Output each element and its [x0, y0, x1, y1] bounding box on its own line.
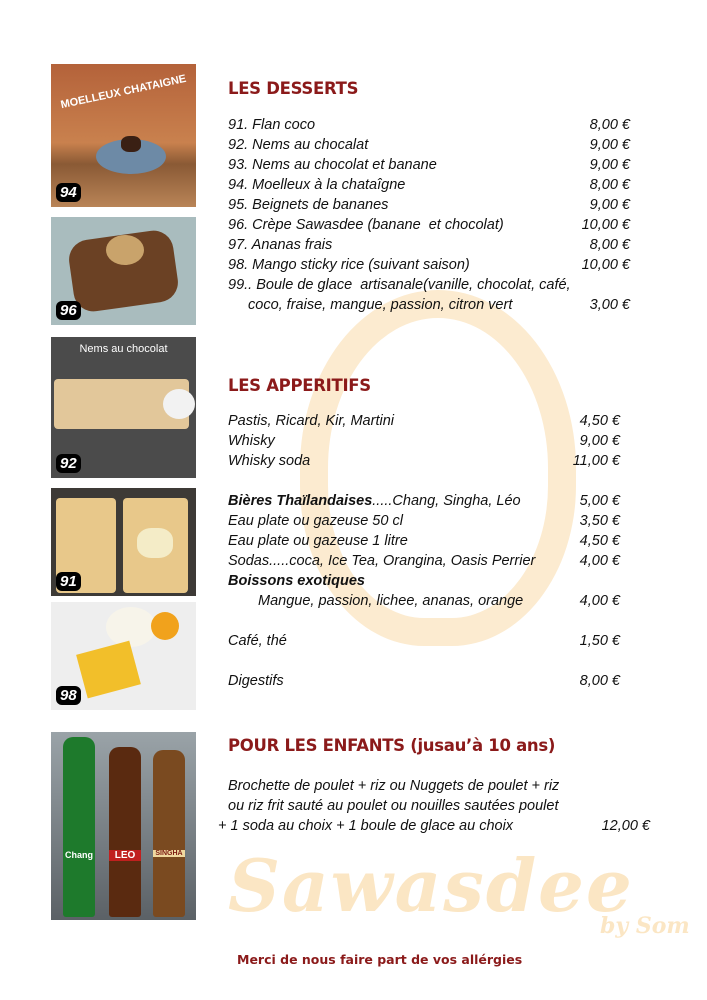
section-title-desserts: LES DESSERTS	[228, 79, 359, 98]
aperitif-item-price: 3,50 €	[579, 513, 620, 529]
dessert-item-price: 8,00 €	[589, 177, 630, 193]
aperitif-item	[228, 511, 403, 531]
dessert-item-price: 3,00 €	[589, 297, 630, 313]
enfants-price: 12,00 €	[601, 818, 650, 834]
photo-number-badge: 91	[56, 572, 81, 591]
dessert-item-name: 91. Flan coco	[228, 117, 316, 133]
dessert-item-price: 10,00 €	[581, 257, 630, 273]
watermark-logo-sub: by Som	[600, 913, 690, 939]
aperitif-item	[228, 431, 275, 451]
aperitif-item	[228, 411, 394, 431]
aperitif-item-price: 8,00 €	[579, 673, 620, 689]
aperitif-item	[258, 591, 523, 611]
photo-number-badge: 94	[56, 183, 81, 202]
dessert-item-price: 10,00 €	[581, 217, 630, 233]
aperitif-item	[228, 551, 535, 571]
aperitif-item-name: Digestifs	[228, 673, 284, 689]
allergy-notice: Merci de nous faire part de vos allérgies	[237, 952, 523, 967]
beer-label-chang: Chang	[65, 850, 93, 860]
aperitif-item	[228, 491, 521, 511]
photo-number-badge: 92	[56, 454, 81, 473]
aperitif-item-bold: Bières Thaïlandaises	[228, 493, 373, 509]
aperitif-item-price: 4,50 €	[579, 533, 620, 549]
dessert-item-name: 96. Crèpe Sawasdee (banane et chocolat)	[228, 217, 504, 233]
enfants-line: Brochette de poulet + riz ou Nuggets de poulet + riz	[228, 778, 560, 794]
dessert-item-name: 93. Nems au chocolat et banane	[228, 157, 437, 173]
photo-number-badge: 96	[56, 301, 81, 320]
aperitif-item-price: 1,50 €	[579, 633, 620, 649]
beer-label-singha: SINGHA	[153, 850, 185, 857]
aperitif-item-name: Pastis, Ricard, Kir, Martini	[228, 413, 394, 429]
photo-flan-coco	[51, 488, 196, 596]
aperitif-item-price: 4,00 €	[579, 593, 620, 609]
dessert-item-price: 9,00 €	[589, 197, 630, 213]
dessert-item-name: 97. Ananas frais	[228, 237, 333, 253]
beer-label-leo: LEO	[109, 850, 141, 861]
enfants-line: + 1 soda au choix + 1 boule de glace au choix	[218, 818, 514, 834]
section-title-aperitifs: LES APPERITIFS	[228, 376, 371, 395]
photo-title: MOELLEUX CHATAIGNE	[59, 72, 188, 112]
aperitif-item-name: Sodas.....coca, Ice Tea, Orangina, Oasis Perrier	[228, 553, 536, 569]
aperitif-item	[228, 451, 310, 471]
dessert-item-name-cont: coco, fraise, mangue, passion, citron vert	[248, 297, 513, 313]
section-title-enfants: POUR LES ENFANTS (jusau’à 10 ans)	[228, 736, 556, 755]
dessert-item-name: 99.. Boule de glace artisanale(vanille, chocolat, café,	[228, 277, 571, 293]
photo-mango-sticky-rice	[51, 602, 196, 710]
dessert-item-name: 92. Nems au chocalat	[228, 137, 369, 153]
watermark-logo: Sawasdee	[228, 843, 634, 928]
dessert-item-price: 8,00 €	[589, 117, 630, 133]
aperitif-item-price: 4,00 €	[579, 553, 620, 569]
photo-thai-beers	[51, 732, 196, 920]
aperitif-item-name: Whisky soda	[228, 453, 311, 469]
photo-title: Nems au chocolat	[79, 343, 168, 355]
aperitif-item-name: Eau plate ou gazeuse 50 cl	[228, 513, 403, 529]
dessert-item-price: 9,00 €	[589, 137, 630, 153]
dessert-item-name: 94. Moelleux à la chataîgne	[228, 177, 406, 193]
photo-crepe-sawasdee	[51, 217, 196, 325]
aperitif-item	[228, 631, 287, 651]
aperitif-item-name: Café, thé	[228, 633, 287, 649]
aperitif-item-name: Eau plate ou gazeuse 1 litre	[228, 533, 408, 549]
aperitif-item-name: Whisky	[228, 433, 275, 449]
aperitif-item-name: Mangue, passion, lichee, ananas, orange	[258, 593, 524, 609]
aperitif-item	[228, 531, 408, 551]
aperitif-item	[228, 671, 284, 691]
aperitif-item-bold: Boissons exotiques	[228, 573, 365, 589]
photo-number-badge: 98	[56, 686, 81, 705]
aperitif-item-price: 4,50 €	[579, 413, 620, 429]
dessert-item-price: 9,00 €	[589, 157, 630, 173]
enfants-line: ou riz frit sauté au poulet ou nouilles sautées poulet	[228, 798, 559, 814]
aperitif-item-price: 9,00 €	[579, 433, 620, 449]
photo-nems-chocolat	[51, 337, 196, 478]
dessert-item-name: 98. Mango sticky rice (suivant saison)	[228, 257, 470, 273]
dessert-item-name: 95. Beignets de bananes	[228, 197, 389, 213]
dessert-item-price: 8,00 €	[589, 237, 630, 253]
aperitif-item-price: 11,00 €	[572, 453, 620, 469]
aperitif-item-name: .....Chang, Singha, Léo	[372, 493, 521, 509]
aperitif-item-price: 5,00 €	[579, 493, 620, 509]
photo-moelleux-chataigne	[51, 64, 196, 207]
aperitif-item	[228, 571, 365, 591]
